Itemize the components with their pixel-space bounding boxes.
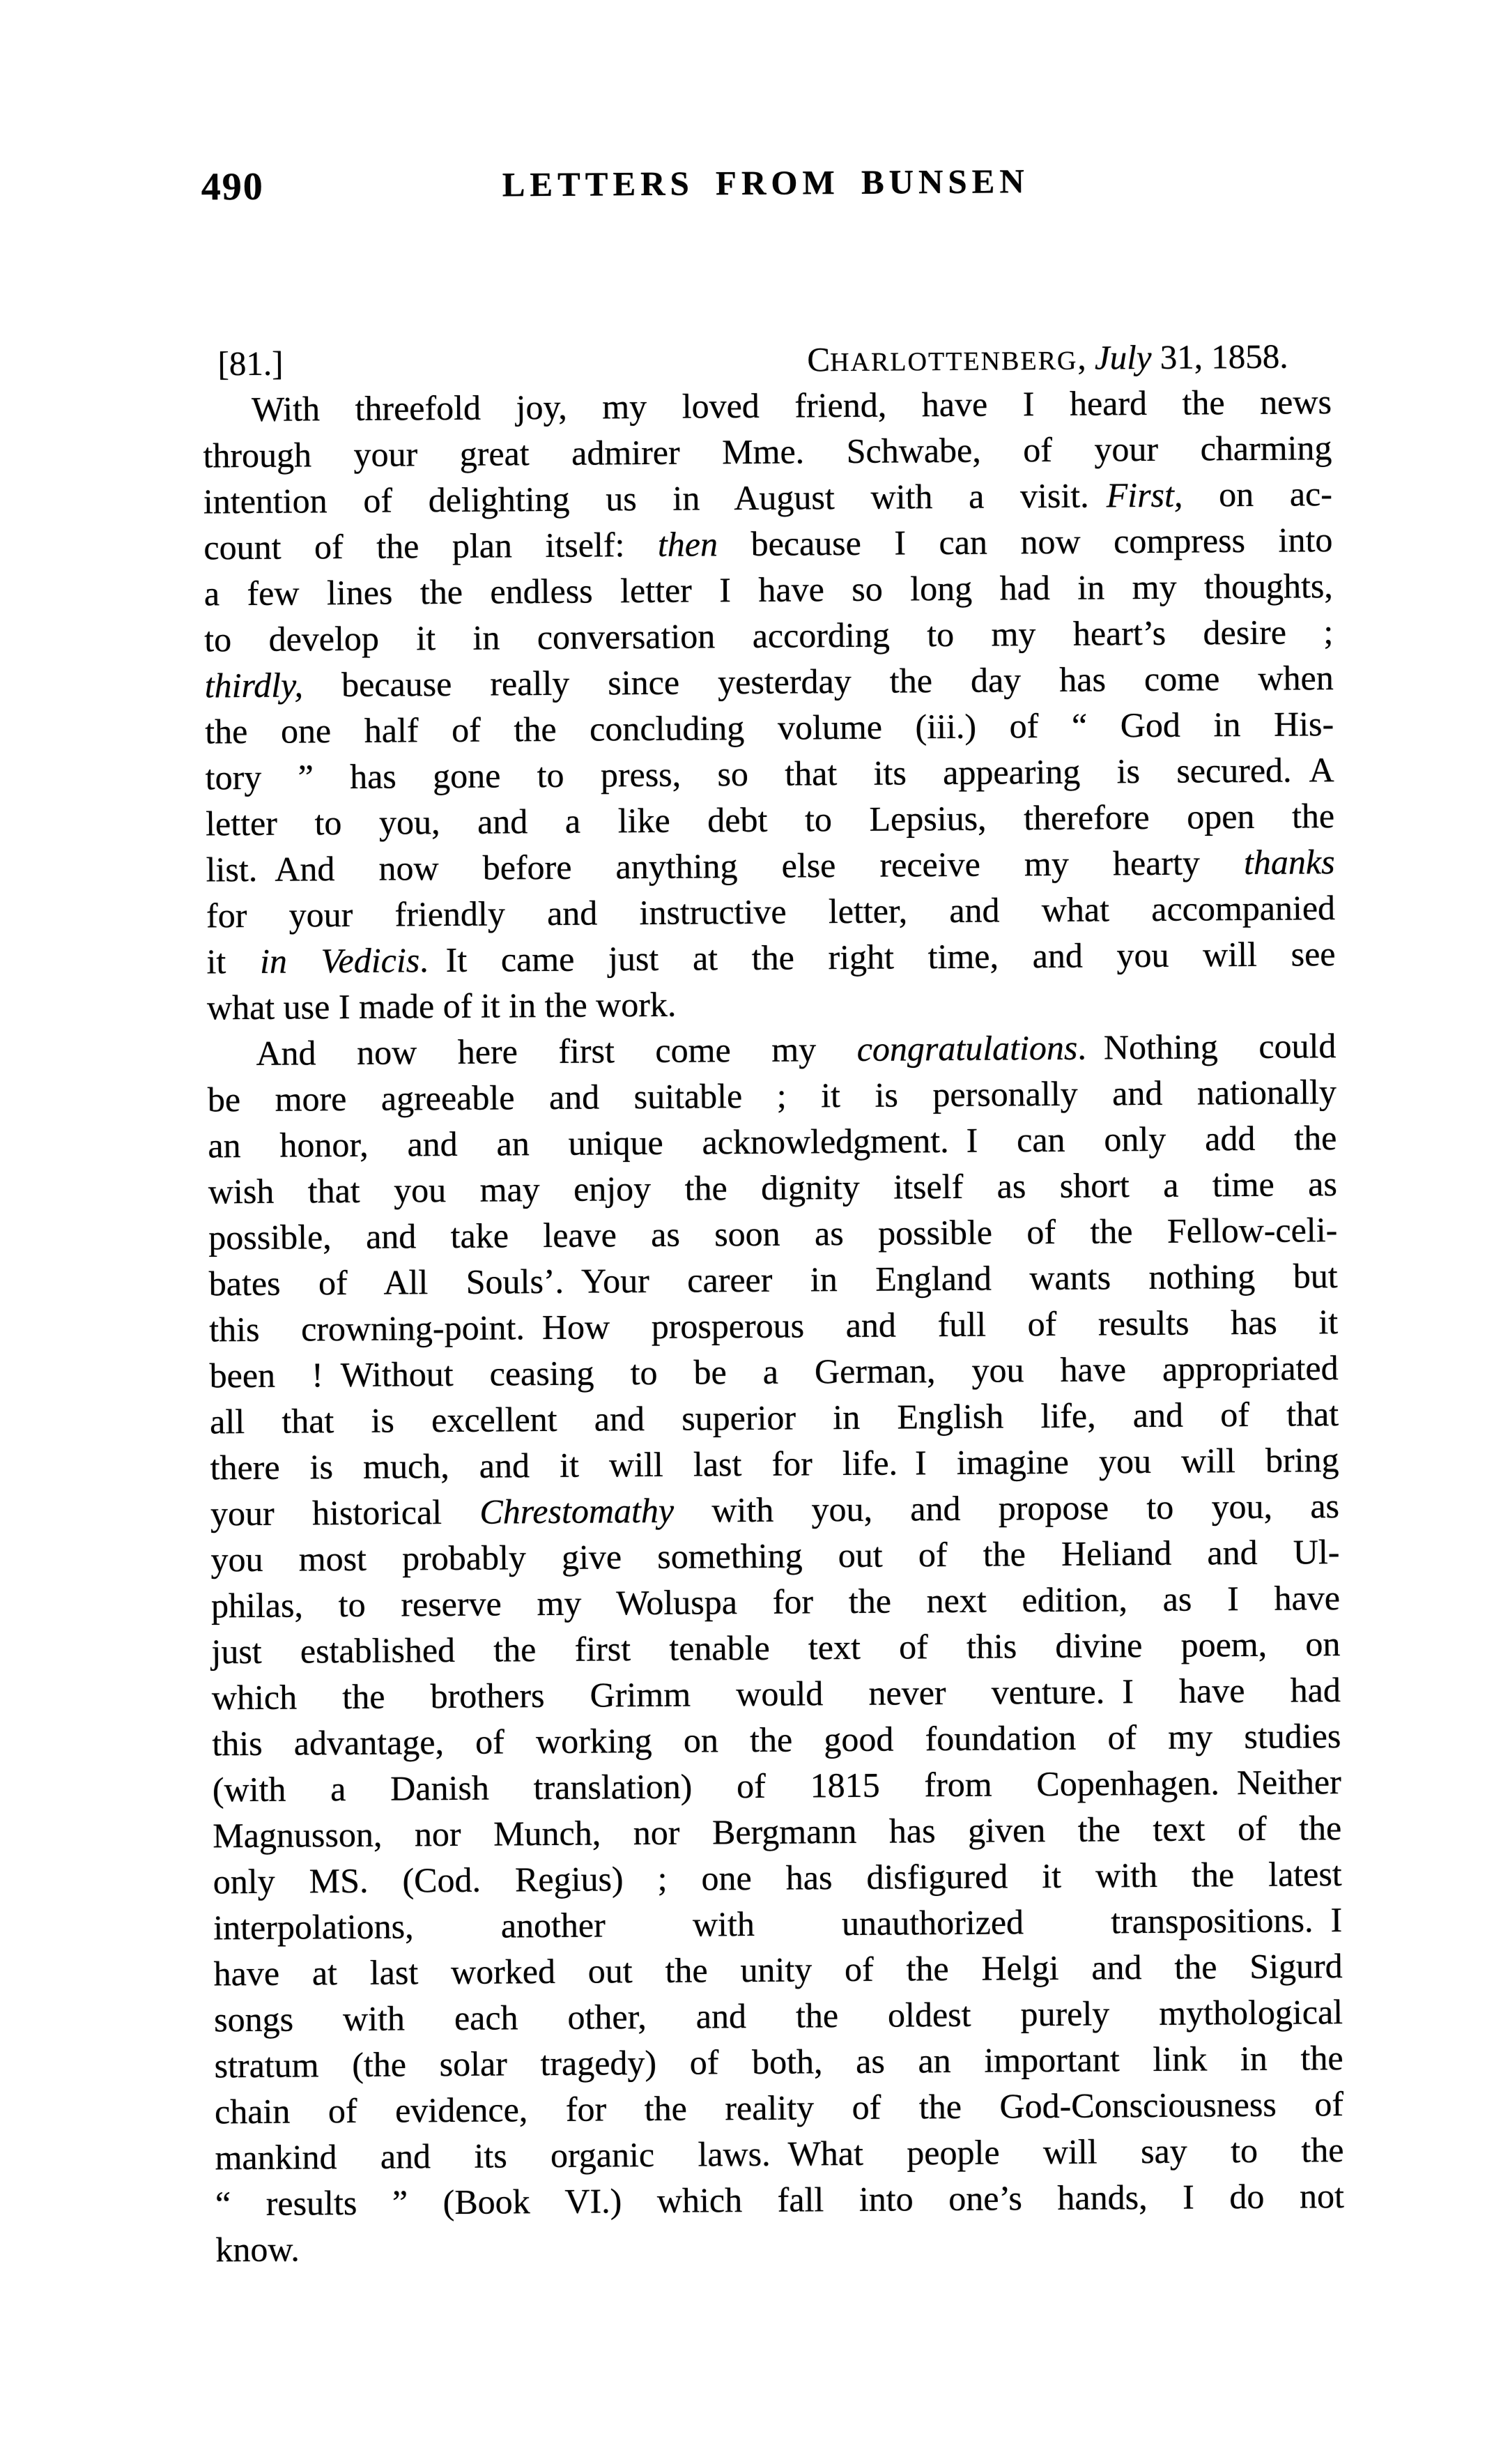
text-segment: (with a Danish translation) of 1815 from Copenhagen. Neither	[212, 1762, 1341, 1809]
paragraph-2	[207, 1023, 1344, 2272]
text-line	[210, 1483, 1339, 1536]
text-line	[215, 2081, 1343, 2134]
text-segment: this advantage, of working on the good foundation of my studies	[212, 1716, 1341, 1763]
text-line	[210, 1529, 1339, 1582]
text-line	[206, 793, 1334, 846]
dateline-month: July	[1094, 337, 1152, 377]
text-line	[203, 516, 1332, 570]
text-line	[204, 609, 1333, 662]
text-line	[214, 2035, 1343, 2088]
text-segment: letter to you, and a like debt to Lepsius, therefore open the	[205, 796, 1335, 843]
running-head	[201, 156, 1330, 210]
text-line	[211, 1621, 1340, 1674]
text-segment: stratum (the solar tragedy) of both, as an important link in the	[214, 2038, 1343, 2086]
text-segment: to develop it in conversation according to my heart’s desire ;	[204, 612, 1334, 659]
running-title: LETTERS FROM BUNSEN	[502, 162, 1029, 204]
page-number: 490	[201, 164, 264, 209]
text-line	[205, 701, 1334, 754]
text-segment: intention of delighting us in August with a visit.	[203, 475, 1107, 521]
text-segment: “ results ” (Book VI.) which fall into one’s hands, I do not	[215, 2176, 1345, 2224]
letter-dateline	[807, 334, 1288, 383]
text-line	[209, 1253, 1338, 1306]
letter-number: [81.]	[217, 344, 284, 383]
text-segment: be more agreeable and suitable ; it is personally and nationally	[207, 1072, 1337, 1119]
italic-text: then	[657, 524, 718, 564]
text-segment: . It came just at the right time, and you will see	[419, 934, 1336, 980]
text-segment: this crowning-point. How prosperous and full of results has it	[209, 1302, 1339, 1349]
text-segment: for your friendly and instructive letter, and what accompanied	[206, 888, 1336, 935]
text-segment: because really since yesterday the day has come when	[302, 658, 1334, 705]
text-line	[209, 1299, 1338, 1352]
letter-body	[203, 378, 1345, 2272]
text-line	[204, 563, 1333, 616]
text-segment: possible, and take leave as soon as possible of the Fellow-celi-	[208, 1210, 1338, 1257]
text-segment: only MS. (Cod. Regius) ; one has disfigured it with the latest	[213, 1854, 1342, 1901]
text-line	[208, 1207, 1337, 1260]
text-line	[215, 2173, 1344, 2226]
text-line	[213, 1851, 1342, 1904]
text-segment: the one half of the concluding volume (iii.) of “ God in His-	[205, 704, 1334, 751]
text-line	[213, 1805, 1341, 1858]
text-segment: . Nothing could	[1077, 1026, 1337, 1067]
text-line	[211, 1575, 1340, 1628]
text-segment: mankind and its organic laws. What people will say to the	[215, 2130, 1344, 2178]
text-line	[215, 2127, 1343, 2180]
text-segment: interpolations, another with unauthorized transpositions. I	[213, 1900, 1343, 1948]
text-line	[212, 1667, 1341, 1720]
text-line	[208, 1115, 1337, 1168]
text-segment: list. And now before anything else receive my hearty	[206, 843, 1245, 889]
text-segment: count of the plan itself:	[203, 524, 659, 567]
paragraph-1	[203, 378, 1336, 1030]
text-segment: because I can now compress into	[717, 520, 1333, 564]
text-line	[207, 977, 1336, 1030]
text-segment: with you, and propose to you, as	[673, 1486, 1340, 1530]
text-line	[208, 1069, 1337, 1122]
text-segment: an honor, and an unique acknowledgment. I can only add the	[208, 1118, 1337, 1165]
text-line	[205, 747, 1334, 800]
text-line	[215, 2219, 1344, 2272]
text-line	[209, 1345, 1338, 1398]
text-segment: which the brothers Grimm would never venture. I have had	[211, 1670, 1341, 1717]
text-segment: just established the first tenable text of this divine poem, on	[211, 1624, 1341, 1671]
text-segment: With threefold joy, my loved friend, have I heard the news	[251, 382, 1332, 429]
dateline-place: HARLOTTENBERG	[829, 346, 1078, 378]
text-line	[206, 839, 1334, 892]
text-segment: songs with each other, and the oldest purely mythological	[213, 1992, 1343, 2040]
italic-text: First,	[1106, 475, 1183, 515]
text-line	[207, 1023, 1336, 1076]
text-segment: tory ” has gone to press, so that its appearing is secured. A	[205, 750, 1334, 797]
text-segment: have at last worked out the unity of the Helgi and the Sigurd	[213, 1946, 1343, 1994]
text-line	[203, 378, 1332, 432]
text-line	[213, 1897, 1342, 1950]
text-segment: through your great admirer Mme. Schwabe, of your charming	[203, 428, 1332, 475]
text-line	[206, 885, 1335, 938]
text-segment: wish that you may enjoy the dignity itself as short a time as	[208, 1164, 1337, 1211]
text-line	[213, 1943, 1342, 1996]
text-segment: philas, to reserve my Woluspa for the next edition, as I have	[210, 1578, 1341, 1625]
text-segment: all that is excellent and superior in English life, and of that	[209, 1394, 1339, 1441]
text-segment: And now here first come my	[256, 1029, 857, 1073]
dateline-place-initial: C	[807, 340, 831, 379]
text-segment: on ac-	[1183, 474, 1333, 514]
text-segment: been ! Without ceasing to be a German, you have appropriated	[209, 1348, 1339, 1395]
italic-text: thanks	[1243, 842, 1335, 882]
italic-text: thirdly,	[204, 665, 304, 705]
italic-text: Chrestomathy	[479, 1490, 675, 1531]
text-segment: Magnusson, nor Munch, nor Bergmann has given the text of the	[213, 1808, 1342, 1855]
text-line	[205, 655, 1334, 708]
italic-text: in Vedicis	[259, 940, 420, 981]
text-line	[213, 1759, 1341, 1812]
text-segment: you most probably give something out of the Heliand and Ul-	[210, 1532, 1340, 1579]
dateline-date: 31, 1858.	[1151, 337, 1288, 376]
text-line	[210, 1391, 1339, 1444]
text-segment: chain of evidence, for the reality of the God-Consciousness of	[214, 2084, 1344, 2132]
text-line	[206, 931, 1335, 984]
text-segment: a few lines the endless letter I have so long had in my thoughts,	[203, 566, 1333, 613]
text-line	[214, 1989, 1343, 2042]
text-line	[203, 424, 1332, 478]
text-segment: bates of All Souls’. Your career in England wants nothing but	[208, 1256, 1338, 1303]
dateline-separator: ,	[1077, 338, 1095, 377]
text-segment: there is much, and it will last for life. I imagine you will bring	[210, 1440, 1339, 1487]
italic-text: congratulations	[856, 1027, 1078, 1069]
text-segment: it	[206, 941, 261, 981]
text-segment: what use I made of it in the work.	[206, 984, 677, 1027]
text-segment: your historical	[210, 1492, 480, 1533]
text-line	[212, 1713, 1341, 1766]
text-line	[210, 1437, 1339, 1490]
text-line	[203, 470, 1332, 524]
text-line	[208, 1161, 1337, 1214]
text-segment: know.	[215, 2229, 300, 2270]
